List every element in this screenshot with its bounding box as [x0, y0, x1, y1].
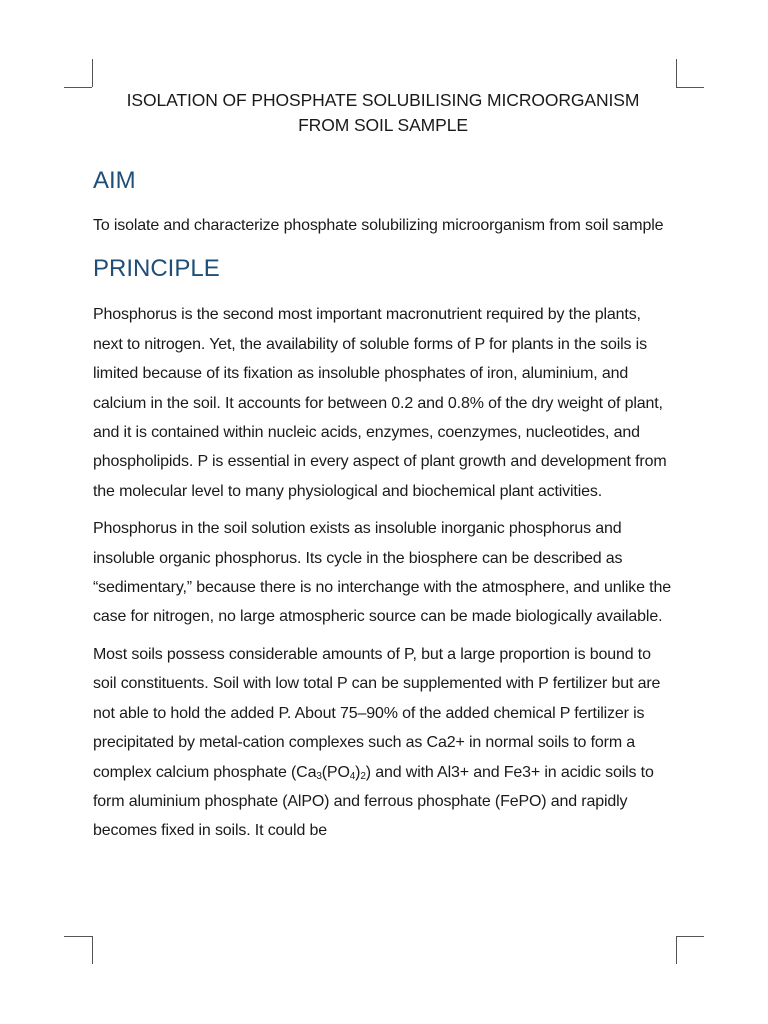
principle-paragraph-3: [93, 640, 673, 846]
crop-mark-bottom-right-v: [676, 936, 677, 964]
crop-mark-top-left-v: [92, 59, 93, 87]
document-title-line2: FROM SOIL SAMPLE: [298, 115, 468, 135]
principle-paragraph-3-part1: Most soils possess considerable amounts of P, but a large proportion is bound to soil constituents. Soil with low total P can be supplemented with P fertilizer but are not able to hold the added P. About 75–90% of the added chemical P fertilizer is precipitated by metal-cation complexes such as Ca2+ in normal soils to form a complex calcium phosphate (Ca: [93, 645, 661, 781]
principle-heading: PRINCIPLE: [93, 255, 220, 283]
principle-paragraph-3-part2: (PO: [321, 763, 350, 781]
crop-mark-bottom-right-h: [676, 936, 704, 937]
crop-mark-top-right-h: [676, 87, 704, 88]
aim-text: To isolate and characterize phosphate solubilizing microorganism from soil sample: [93, 217, 664, 234]
document-title: [93, 88, 673, 138]
aim-heading: AIM: [93, 167, 136, 194]
subscript-3: 3: [316, 770, 322, 782]
principle-paragraph-1: Phosphorus is the second most important macronutrient required by the plants, next to nitrogen. Yet, the availability of soluble forms of P for plants in the soils is limited because of its fixation as insoluble phosphates of iron, aluminium, and calcium in the soil. It accounts for between 0.2 and 0.8% of the dry weight of plant, and it is contained within nucleic acids, enzymes, coenzymes, nucleotides, and phospholipids. P is essential in every aspect of plant growth and development from the molecular level to many physiological and biochemical plant activities.: [93, 306, 667, 500]
crop-mark-bottom-left-h: [64, 936, 92, 937]
subscript-2: 2: [360, 770, 366, 782]
subscript-4: 4: [349, 770, 356, 782]
document-page: [93, 88, 673, 846]
principle-paragraph-3-part4: ) and with Al3+ and Fe3+ in acidic soils to form aluminium phosphate (AlPO) and ferrous phosphate (FePO) and rapidly becomes fixed in soils. It could be: [93, 763, 654, 840]
principle-paragraph-3-part3: ): [355, 763, 361, 781]
crop-mark-top-right-v: [676, 59, 677, 87]
document-title-line1: ISOLATION OF PHOSPHATE SOLUBILISING MICROORGANISM: [126, 90, 640, 110]
crop-mark-bottom-left-v: [92, 936, 93, 964]
principle-paragraph-2: Phosphorus in the soil solution exists as insoluble inorganic phosphorus and insoluble organic phosphorus. Its cycle in the biosphere can be described as “sedimentary,” because there is no interchange with the atmosphere, and unlike the case for nitrogen, no large atmospheric source can be made biologically available.: [93, 520, 671, 626]
crop-mark-top-left-h: [64, 87, 92, 88]
